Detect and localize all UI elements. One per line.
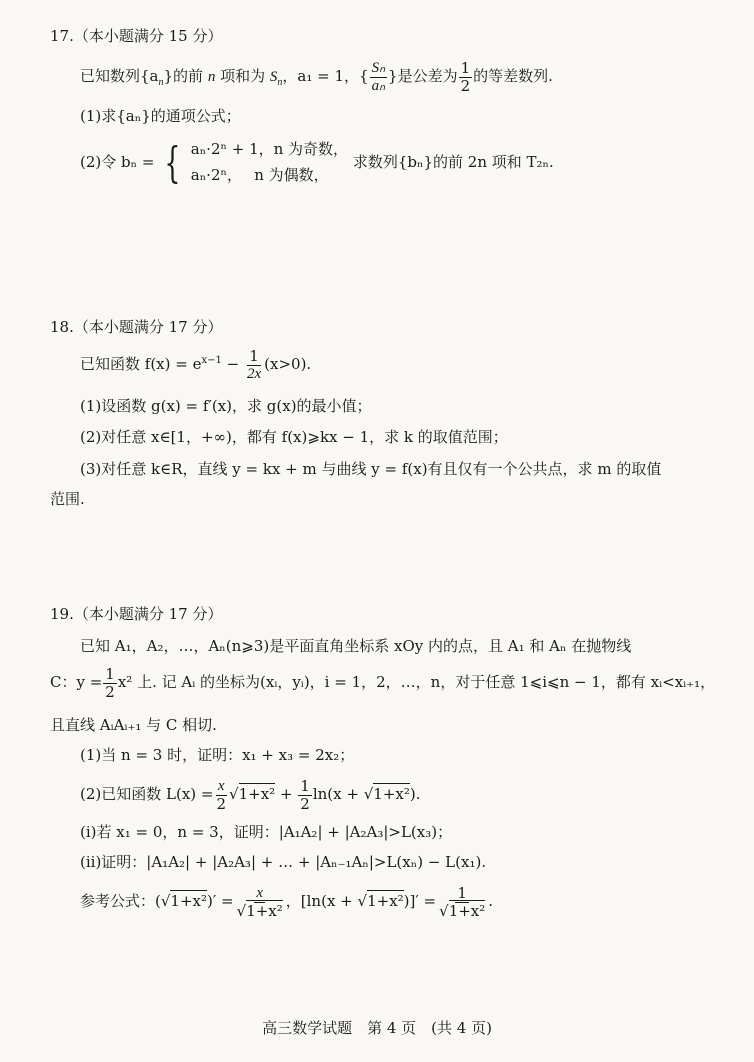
q19-p2-frac2: $\frac{1}{2}$ [300,777,310,813]
q19-part-ii: (ii)证明：|A₁A₂| + |A₂A₃| + … + |Aₙ₋₁Aₙ|>L(xₙ) − L(x₁). [80,853,487,871]
q18-part3b: 范围. [50,490,85,508]
q19-ref-mid3: )]′ = [403,892,437,910]
q18-title: 18.（本小题满分 17 分） [50,318,223,336]
q18-stem-minus: − [221,355,244,373]
page-footer: 高三数学试题 第 4 页 (共 4 页) [262,1019,492,1037]
q17-stem: 已知数列$\{a_n\}$的前 n 项和为 $S_n$，a₁ = 1，{ $\frac{\text{Sₙ}}{\text{aₙ}}$ }是公差为 $\frac{1}{2}$ 的等差数列. [80,59,553,95]
q17-frac-half: $\frac{1}{2}$ [460,59,471,95]
q19-part1: (1)当 n = 3 时，证明：x₁ + x₃ = 2x₂； [80,746,355,764]
q19-title: 19.（本小题满分 17 分） [50,605,223,623]
sqrt-icon: √ [439,901,449,920]
q19-line3: 且直线 AᵢAᵢ₊₁ 与 C 相切. [50,716,217,734]
q18-stem-post: (x>0). [264,355,312,373]
sqrt-icon: √ [229,785,239,803]
q19-p2-end: ). [409,785,421,803]
q18-part2: (2)对任意 x∈[1，+∞)，都有 f(x)⩾kx − 1，求 k 的取值范围； [80,428,508,446]
q19-p2-rad1: 1+x² [238,785,276,803]
q17-stem-tail: 是公差为 [397,67,458,85]
q18-part3a: (3)对任意 k∈R，直线 y = kx + m 与曲线 y = f(x)有且仅有一个公共点，求 m 的取值 [80,460,662,478]
q17-part1: (1)求{aₙ}的通项公式； [80,107,241,125]
sqrt-icon: √ [160,892,171,910]
q17-stem-mid1: }的前 [163,67,204,85]
q19-p2-plus: + [275,785,298,803]
q19-line1: 已知 A₁，A₂，…，Aₙ(n⩾3)是平面直角坐标系 xOy 内的点，且 A₁ 和 Aₙ 在抛物线 [80,637,632,655]
q17-case2: aₙ·2ⁿ， n 为偶数， [190,165,329,184]
q17-p2-post: 求数列{bₙ}的前 2n 项和 T₂ₙ. [352,153,554,172]
q19-line2 [50,666,715,700]
q17-title: 17.（本小题满分 15 分） [50,27,223,45]
q19-p2-frac1: $\frac{x}{2}$ [216,778,227,813]
q19-part2 [80,778,421,812]
q19-ref-frac1: $\frac{x}{\text{√1+x²}}$ [236,885,283,920]
sqrt-icon: √ [363,785,374,803]
q19-ref-end: . [488,892,494,910]
q17-stem-n: n [207,69,216,85]
q18-frac: $\frac{1}{2x}$ [246,347,262,382]
q19-ref-formula [80,885,493,919]
q17-stem-s: S [269,69,278,85]
brace-icon: { [164,137,181,187]
q17-cases [191,137,348,188]
q19-part-i: (i)若 x₁ = 0，n = 3，证明：|A₁A₂| + |A₂A₃|>L(x₃)； [80,823,453,841]
q17-stem-mid2: 项和为 [220,67,266,85]
sqrt-icon: √ [357,892,368,910]
q19-ref-mid2: ，[ln(x + [285,892,358,910]
q17-p2-pre: (2)令 bₙ = [80,153,155,172]
q18-stem-pre: 已知函数 f(x) = e [80,355,202,373]
q19-line2-post: x² 上. 记 Aᵢ 的坐标为(xᵢ，yᵢ)，i = 1，2，…，n，对于任意 1⩽i⩽n − 1，都有 xᵢ<xᵢ₊₁， [117,673,716,691]
q19-ref-rad2: 1+x² [367,892,404,910]
q19-frac-half: $\frac{1}{2}$ [105,665,115,701]
q19-ref-pre: 参考公式：( [80,892,161,910]
q19-p2-rad2: 1+x² [373,785,410,803]
q17-stem-cond: ，a₁ = 1， [282,67,360,85]
q19-line2-pre: C：y = [50,673,103,691]
q17-case1: aₙ·2ⁿ + 1，n 为奇数， [190,140,349,158]
q17-stem-end: 的等差数列. [473,67,553,85]
q19-p2-pre: (2)已知函数 L(x) = [80,785,214,803]
q19-p2-ln: ln(x + [312,785,364,803]
q18-part1: (1)设函数 g(x) = f′(x)，求 g(x)的最小值； [80,397,372,415]
q18-stem-sup: x−1 [201,355,222,366]
sqrt-icon: √ [236,901,247,920]
q19-ref-frac2: $\frac{1}{\text{√1+x²}}$ [439,884,486,920]
q19-ref-mid1: )′ = [207,892,234,910]
q17-part2 [80,137,554,188]
q19-ref-rad: 1+x² [170,892,208,910]
q17-frac-sn-an: $\frac{\text{Sₙ}}{\text{aₙ}}$ [371,60,386,94]
q18-stem [80,348,311,382]
q17-stem-pre: 已知数列{a [80,67,159,85]
